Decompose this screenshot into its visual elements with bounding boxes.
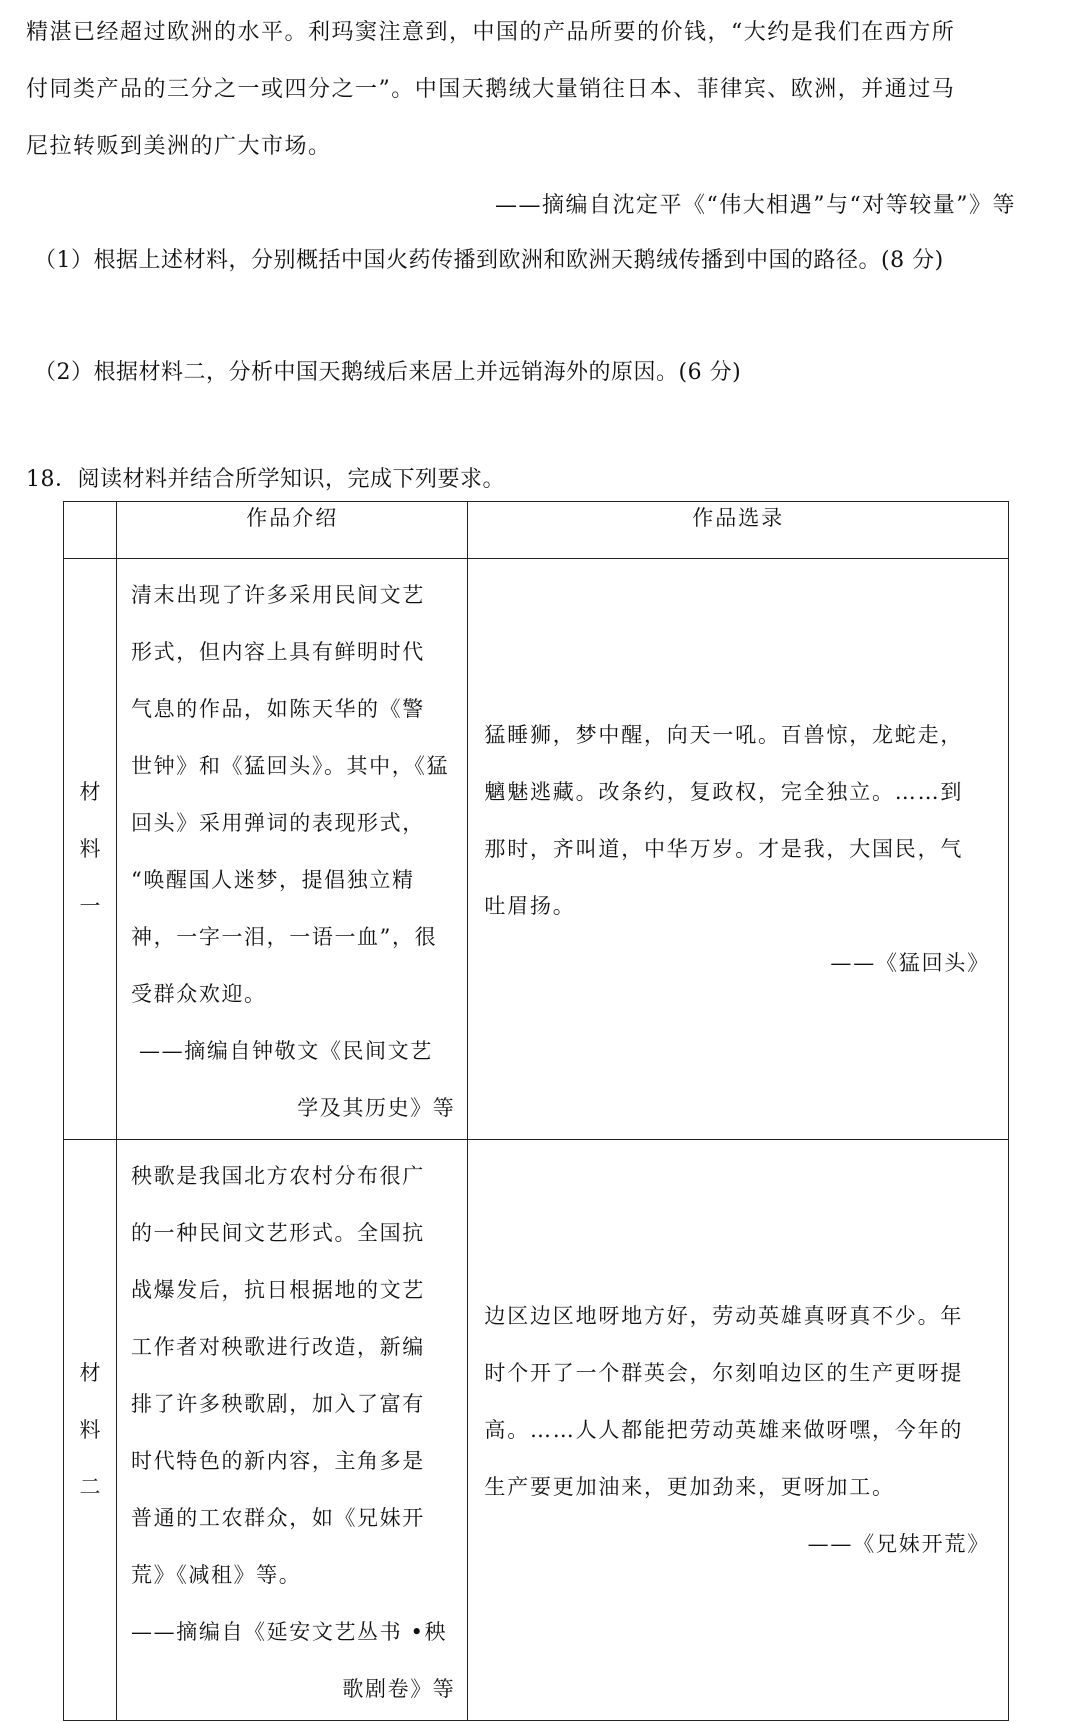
intro-line: “唤醒国人迷梦，提倡独立精 (131, 868, 415, 892)
intro-line: 神，一字一泪，一语一血”，很 (131, 925, 438, 949)
excerpt-line: 吐眉扬。 (484, 893, 576, 918)
material-2-intro (117, 1140, 468, 1721)
intro-line: 时代特色的新内容，主角多是 (131, 1449, 425, 1473)
intro-source-line: ——摘编自《延安文艺丛书 •秧 (131, 1620, 448, 1644)
question-2: （2）根据材料二，分析中国天鹅绒后来居上并远销海外的原因。(6 分) (34, 360, 742, 385)
material-1-excerpt (468, 559, 1009, 1140)
intro-line: 排了许多秧歌剧，加入了富有 (131, 1392, 425, 1416)
material-2-excerpt (468, 1140, 1009, 1721)
intro-line: 的一种民间文艺形式。全国抗 (131, 1221, 425, 1245)
intro-line: 普通的工农群众，如《兄妹开 (131, 1506, 425, 1530)
intro-line: 世钟》和《猛回头》。其中，《猛 (131, 754, 450, 778)
table-row-material-2 (64, 1140, 1009, 1721)
material-line: 精湛已经超过欧洲的水平。利玛窦注意到，中国的产品所要的价钱，“大约是我们在西方所 (26, 20, 956, 45)
intro-line: 受群众欢迎。 (131, 982, 267, 1006)
intro-line: 荒》《减租》等。 (131, 1563, 302, 1587)
header-cell-excerpt: 作品选录 (468, 502, 1009, 559)
excerpt-line: 高。……人人都能把劳动英雄来做呀嘿，今年的 (484, 1417, 964, 1442)
question-1: （1）根据上述材料，分别概括中国火药传播到欧洲和欧洲天鹅绒传播到中国的路径。(8 分) (34, 248, 944, 273)
intro-line: 回头》采用弹词的表现形式， (131, 811, 425, 835)
excerpt-source: ——《猛回头》 (830, 950, 990, 975)
material-1-intro (117, 559, 468, 1140)
excerpt-line: 时个开了一个群英会，尔刻咱边区的生产更呀提 (484, 1360, 964, 1385)
intro-line: 清末出现了许多采用民间文艺 (131, 583, 425, 607)
excerpt-line: 边区边区地呀地方好，劳动英雄真呀真不少。年 (484, 1303, 964, 1328)
material-source: ——摘编自沈定平《“伟大相遇”与“对等较量”》等 (495, 193, 1016, 218)
table-row-material-1 (64, 559, 1009, 1140)
material-line: 尼拉转贩到美洲的广大市场。 (26, 134, 332, 159)
material-line: 付同类产品的三分之一或四分之一”。中国天鹅绒大量销往日本、菲律宾、欧洲，并通过马 (26, 77, 956, 102)
excerpt-source: ——《兄妹开荒》 (807, 1531, 990, 1556)
excerpt-line: 生产要更加油来，更加劲来，更呀加工。 (484, 1474, 895, 1499)
intro-line: 气息的作品，如陈天华的《警 (131, 697, 425, 721)
excerpt-line: 猛睡狮，梦中醒，向天一吼。百兽惊，龙蛇走， (484, 722, 964, 747)
excerpt-line: 那时，齐叫道，中华万岁。才是我，大国民，气 (484, 836, 964, 861)
intro-line: 战爆发后，抗日根据地的文艺 (131, 1278, 425, 1302)
intro-source-line: 歌剧卷》等 (342, 1677, 456, 1701)
intro-line: 形式，但内容上具有鲜明时代 (131, 640, 425, 664)
material-1-label: 材 料 一 (64, 559, 117, 1140)
intro-line: 秧歌是我国北方农村分布很广 (131, 1164, 425, 1188)
materials-table (63, 501, 1009, 1721)
header-cell-intro: 作品介绍 (117, 502, 468, 559)
question-18-title: 18．阅读材料并结合所学知识，完成下列要求。 (26, 467, 505, 492)
intro-source-line: 学及其历史》等 (297, 1096, 456, 1120)
material-2-label: 材 料 二 (64, 1140, 117, 1721)
excerpt-line: 魑魅逃藏。改条约，复政权，完全独立。……到 (484, 779, 964, 804)
header-cell-empty (64, 502, 117, 559)
material-paragraph (26, 4, 1036, 175)
table-header-row (64, 502, 1009, 559)
intro-line: 工作者对秧歌进行改造，新编 (131, 1335, 425, 1359)
intro-source-line: ——摘编自钟敬文《民间文艺 (139, 1039, 433, 1063)
